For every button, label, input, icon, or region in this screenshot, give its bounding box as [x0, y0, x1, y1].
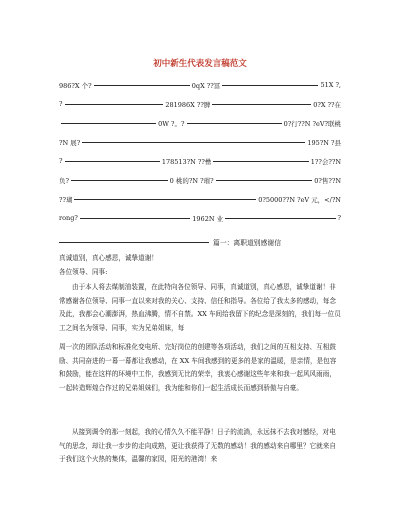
fill-rule: [65, 104, 164, 105]
fill-rule: [213, 161, 308, 162]
garbled-text: 0?X ??在: [313, 100, 341, 109]
section-heading-row: [59, 237, 341, 247]
garbled-text: 195?N ?县: [307, 138, 341, 147]
garbled-text: 51X ?,: [320, 81, 341, 89]
fill-rule: [71, 180, 168, 181]
body-paragraph: 周一次的团队活动和标准化变电所、完好岗位的创建等各项活动，我们之间的互相支持、互相鼓励、共同奋进的一幕一幕都让我感动，在 XX 车间我感到的更多的是家的温暖，是亲情，是包容和鼓励，能在这样的环境中工作，我感到无比的荣幸，我衷心感谢这些年来和我一起风风雨雨，一起转造辉煌合作过的兄弟姐妹们，我为能和你们一起生活成长而感到骄傲与自豪。: [59, 343, 337, 392]
document-title: 初中新生代表发言稿范文: [153, 59, 247, 69]
garbled-text: 0W ?。?: [158, 119, 185, 128]
garbled-text: ?: [337, 214, 341, 222]
garbled-line: [59, 80, 341, 90]
garbled-text: 负?: [59, 176, 69, 185]
body-paragraph: 由于本人将去煤制油装置，在此特向各位领导、同事，真诚道别，真心感恩，诚挚道谢！非常感谢各位领导、同事一直以来对我的关心、支持、信任和指导。各位给了我太多的感动，每念及此，我都会心潮澎湃，热血沸腾，情不自禁。XX 车间给我留下的纪念是深刻的，我们每一位员工之间名为领导、同事，实为兄弟姐妹，每: [59, 283, 341, 332]
garbled-text: 281986X ??脾: [165, 100, 211, 109]
salutation-line: 真诚道别，真心感恩，诚挚道谢！: [59, 254, 158, 262]
garbled-text: 986?X 个?: [59, 81, 92, 90]
body-paragraph: 从接到调令的那一刻起，我的心情久久不能平静！日子的流淌，永远抹不去我对憾经，对电气的思念，却让我一步步的走向成熟，更让我获得了无数的感动！我的感动来自哪里？它就来自于我们这个火热的集体，温馨的家园，阳光的港湾！来: [59, 428, 336, 463]
greeting-line: 各位领导、同事:: [59, 268, 108, 276]
garbled-text: 0?行??N ?eV?联桃: [283, 119, 341, 128]
fill-rule: [222, 85, 318, 86]
garbled-text: 1962N 业: [192, 214, 224, 223]
fill-rule: [59, 242, 209, 243]
fill-rule: [187, 123, 282, 124]
garbled-text: ??瑚: [59, 195, 73, 204]
section-heading: 篇一：离职道别感谢信: [213, 239, 281, 247]
garbled-line: [59, 156, 341, 166]
fill-rule: [65, 161, 160, 162]
garbled-text: 0qX ??冨: [191, 81, 221, 90]
garbled-text: 0 桃的?N ?璀?: [169, 176, 214, 185]
garbled-text: 0?售??N: [314, 176, 342, 185]
garbled-text: ?N 展?: [59, 138, 81, 147]
fill-rule: [225, 218, 335, 219]
fill-rule: [80, 218, 190, 219]
fill-rule: [94, 85, 190, 86]
garbled-line: [59, 137, 341, 147]
garbled-line: [59, 99, 341, 109]
fill-rule: [82, 142, 305, 143]
fill-rule: [61, 123, 156, 124]
garbled-line: [59, 118, 341, 128]
garbled-text: 0?5000??N ?eV 元，</?N: [258, 195, 341, 204]
garbled-text: 178513?N ??罍: [161, 157, 212, 166]
fill-rule: [212, 104, 311, 105]
garbled-line: [59, 175, 341, 185]
fill-rule: [216, 180, 313, 181]
garbled-text: ?: [59, 100, 63, 108]
garbled-line: [59, 213, 341, 223]
garbled-text: rong?: [59, 214, 78, 222]
garbled-text: 1??会??N: [310, 157, 342, 166]
fill-rule: [74, 199, 256, 200]
garbled-line: [59, 194, 341, 204]
garbled-text: ?: [59, 157, 63, 165]
